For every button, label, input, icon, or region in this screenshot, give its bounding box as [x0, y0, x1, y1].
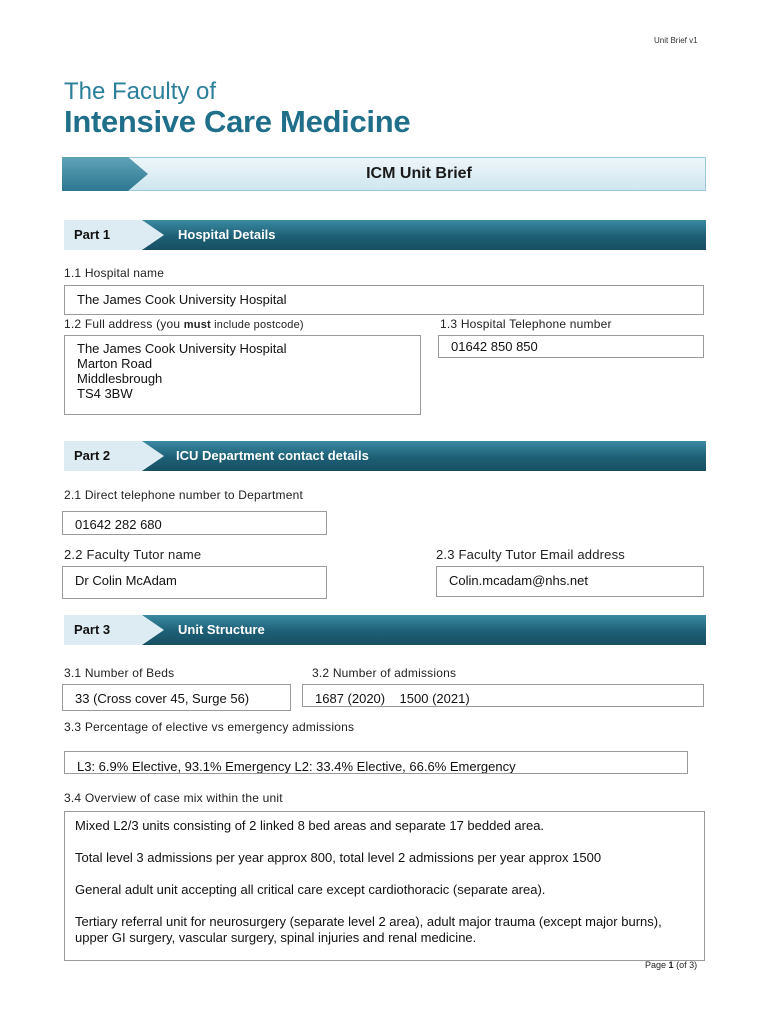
q3-2-label: 3.2 Number of admissions — [312, 666, 457, 680]
faculty-tutor-name-value: Dr Colin McAdam — [75, 573, 177, 588]
q3-3-label: 3.3 Percentage of elective vs emergency admissions — [64, 720, 355, 734]
q3-1-label: 3.1 Number of Beds — [64, 666, 175, 680]
part1-header-bar — [64, 220, 706, 250]
number-of-beds-field[interactable] — [62, 684, 291, 711]
part3-header-bar — [64, 615, 706, 645]
address-line: Marton Road — [77, 356, 153, 371]
q1-1-label: 1.1 Hospital name — [64, 266, 165, 280]
department-telephone-field[interactable] — [62, 511, 327, 535]
department-telephone-value: 01642 282 680 — [75, 517, 162, 532]
part1-tag: Part 1 — [74, 227, 111, 242]
address-line: Middlesbrough — [77, 371, 163, 386]
hospital-telephone-field[interactable] — [438, 335, 704, 358]
part3-tag: Part 3 — [74, 622, 111, 637]
case-mix-paragraph: Mixed L2/3 units consisting of 2 linked 8 bed areas and separate 17 bedded area. — [75, 818, 545, 833]
case-mix-overview-field[interactable] — [64, 811, 705, 961]
number-of-admissions-value: 1687 (2020) 1500 (2021) — [315, 691, 470, 706]
hospital-telephone-value: 01642 850 850 — [451, 339, 538, 354]
q1-2-label: 1.2 Full address (you must include postcode) — [64, 317, 304, 331]
case-mix-paragraph: Tertiary referral unit for neurosurgery (separate level 2 area), adult major trauma (except major burns), upper GI surgery, vascular surgery, spinal injuries and renal medicine. — [75, 914, 662, 945]
faculty-logo-line1: The Faculty of — [64, 78, 217, 105]
q1-3-label: 1.3 Hospital Telephone number — [440, 317, 612, 331]
case-mix-paragraph: Total level 3 admissions per year approx 800, total level 2 admissions per year approx 1500 — [75, 850, 602, 865]
q3-4-label: 3.4 Overview of case mix within the unit — [64, 791, 283, 805]
case-mix-paragraph: General adult unit accepting all critical care except cardiothoracic (separate area). — [75, 882, 546, 897]
page-number: Page 1 (of 3) — [645, 960, 698, 970]
faculty-tutor-email-field[interactable] — [436, 566, 704, 597]
part2-heading: ICU Department contact details — [176, 448, 369, 463]
part2-header-bar — [64, 441, 706, 471]
doc-title: ICM Unit Brief — [366, 165, 472, 182]
address-line: The James Cook University Hospital — [77, 341, 287, 356]
faculty-tutor-email-value: Colin.mcadam@nhs.net — [449, 573, 588, 588]
part2-tag: Part 2 — [74, 448, 111, 463]
hospital-name-value: The James Cook University Hospital — [77, 292, 287, 307]
number-of-admissions-field[interactable] — [302, 684, 704, 707]
elective-vs-emergency-field[interactable] — [64, 751, 688, 774]
part1-heading: Hospital Details — [178, 227, 276, 242]
full-address-field[interactable] — [64, 335, 421, 415]
address-line: TS4 3BW — [77, 386, 133, 401]
number-of-beds-value: 33 (Cross cover 45, Surge 56) — [75, 691, 250, 706]
q2-1-label: 2.1 Direct telephone number to Department — [64, 488, 303, 502]
q2-3-label: 2.3 Faculty Tutor Email address — [436, 547, 625, 562]
part3-heading: Unit Structure — [178, 622, 265, 637]
elective-vs-emergency-value: L3: 6.9% Elective, 93.1% Emergency L2: 33.4% Elective, 66.6% Emergency — [77, 759, 516, 774]
q2-2-label: 2.2 Faculty Tutor name — [64, 547, 202, 562]
faculty-tutor-name-field[interactable] — [62, 566, 327, 599]
hospital-name-field[interactable] — [64, 285, 704, 315]
faculty-logo-line2: Intensive Care Medicine — [64, 104, 411, 139]
version-label: Unit Brief v1 — [654, 36, 698, 45]
